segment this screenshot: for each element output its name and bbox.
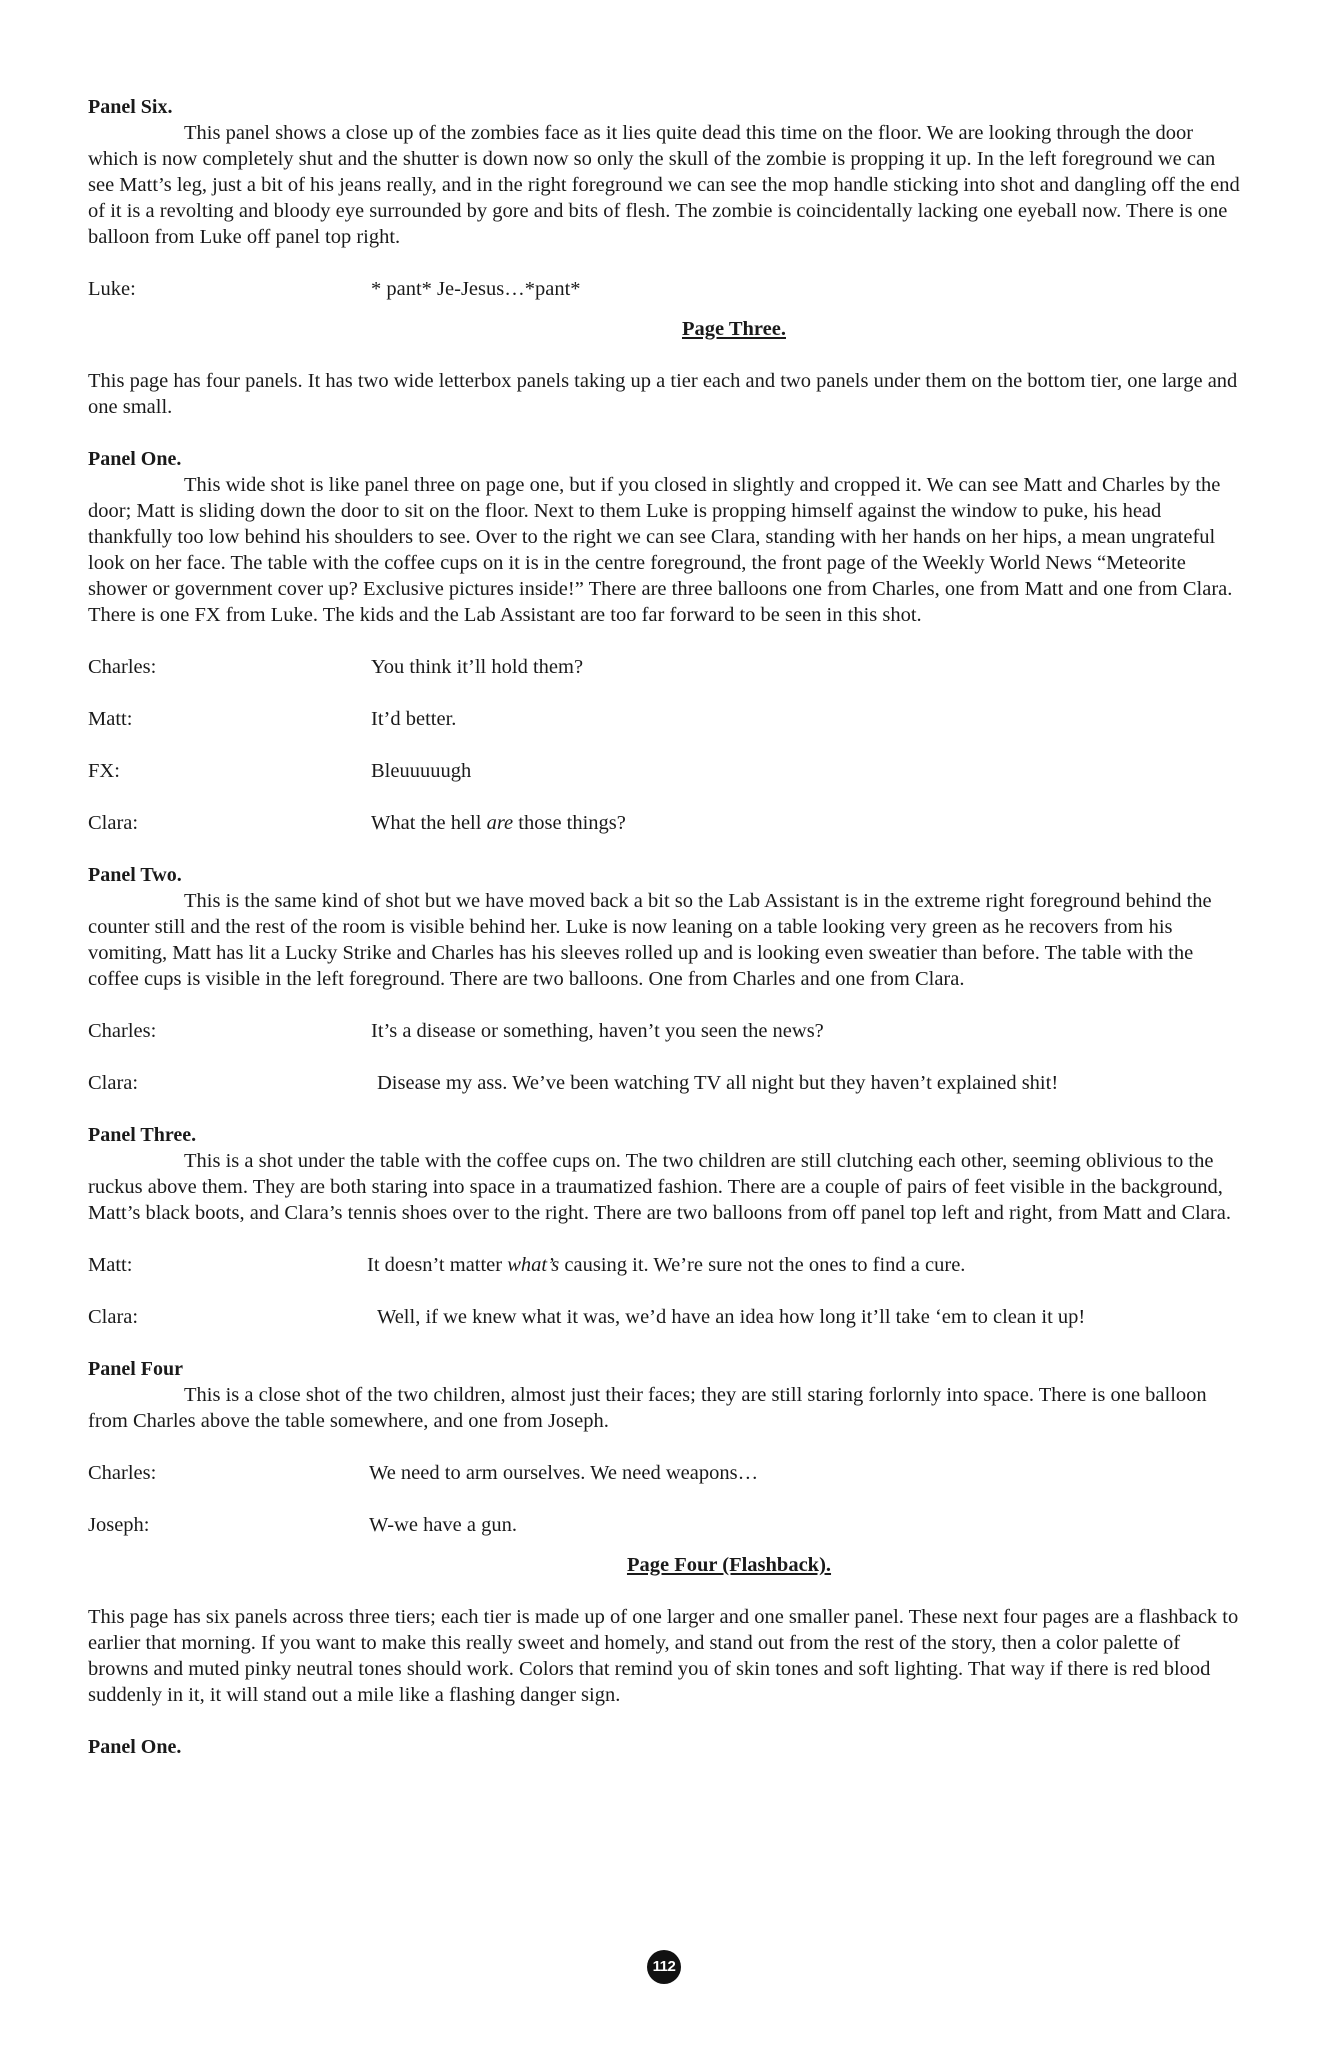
- panel-description: This panel shows a close up of the zombies face as it lies quite dead this time on the floor. We are looking through the door which is now completely shut and the shutter is down now so only the skull of the zombie is propping it up. In the left foreground we can see Matt’s leg, just a bit of his jeans really, and in the right foreground we can see the mop handle sticking into shot and dangling off the end of it is a revolting and bloody eye surrounded by gore and bits of flesh. The zombie is coincidentally lacking one eyeball now. There is one balloon from Luke off panel top right.: [88, 122, 1240, 248]
- page-title: Page Three.: [681, 318, 786, 340]
- dialogue-row: [88, 1018, 1240, 1044]
- script-page: [88, 94, 1240, 1760]
- panel-heading: Panel One.: [88, 448, 182, 470]
- dialogue-row: [88, 276, 1240, 302]
- panel-description: This is the same kind of shot but we have moved back a bit so the Lab Assistant is in the extreme right foreground behind the counter still and the rest of the room is visible behind her. Luke is now leaning on a table looking very green as he recovers from his vomiting, Matt has lit a Lucky Strike and Charles has his sleeves rolled up and is looking even sweatier than before. The table with the coffee cups is visible in the left foreground. There are two balloons. One from Charles and one from Clara.: [88, 890, 1212, 990]
- speaker-name: Charles:: [88, 656, 157, 678]
- panel-heading: Panel One.: [88, 1736, 182, 1758]
- dialogue-row: [88, 1252, 1240, 1278]
- dialogue-line: It’d better.: [371, 708, 457, 730]
- panel-heading: Panel Three.: [88, 1124, 197, 1146]
- panel-heading: Panel Six.: [88, 96, 173, 118]
- dialogue-line: Well, if we knew what it was, we’d have an idea how long it’ll take ‘em to clean it up!: [377, 1306, 1086, 1328]
- dialogue-row: [88, 1304, 1240, 1330]
- page-intro: This page has four panels. It has two wide letterbox panels taking up a tier each and two panels under them on the bottom tier, one large and one small.: [88, 370, 1238, 418]
- dialogue-line: * pant* Je-Jesus…*pant*: [371, 278, 581, 300]
- panel-heading: Panel Four: [88, 1358, 183, 1380]
- dialogue-line: What the hell are those things?: [371, 812, 626, 834]
- dialogue-row: [88, 1512, 1240, 1538]
- speaker-name: Clara:: [88, 1072, 139, 1094]
- speaker-name: Joseph:: [88, 1514, 150, 1536]
- dialogue-line: Bleuuuuugh: [371, 760, 472, 782]
- page-title: Page Four (Flashback).: [626, 1554, 832, 1576]
- dialogue-line: You think it’ll hold them?: [371, 656, 584, 678]
- panel-description: This is a shot under the table with the coffee cups on. The two children are still clutching each other, seeming oblivious to the ruckus above them. They are both staring into space in a traumatized fashion. There are a couple of pairs of feet visible in the background, Matt’s black boots, and Clara’s tennis shoes over to the right. There are two balloons from off panel top left and right, from Matt and Clara.: [88, 1150, 1231, 1224]
- panel-heading: Panel Two.: [88, 864, 182, 886]
- dialogue-line: We need to arm ourselves. We need weapons…: [369, 1462, 759, 1484]
- page-number-badge: 112: [647, 1950, 681, 1984]
- speaker-name: Luke:: [88, 278, 136, 300]
- dialogue-line: It’s a disease or something, haven’t you seen the news?: [371, 1020, 824, 1042]
- dialogue-line: Disease my ass. We’ve been watching TV all night but they haven’t explained shit!: [377, 1072, 1059, 1094]
- dialogue-line: It doesn’t matter what’s causing it. We’re sure not the ones to find a cure.: [367, 1254, 966, 1276]
- dialogue-row: [88, 810, 1240, 836]
- dialogue-row: [88, 1460, 1240, 1486]
- dialogue-row: [88, 1070, 1240, 1096]
- dialogue-row: [88, 758, 1240, 784]
- speaker-name: Matt:: [88, 1254, 133, 1276]
- speaker-name: Clara:: [88, 1306, 139, 1328]
- page-intro: This page has six panels across three tiers; each tier is made up of one larger and one smaller panel. These next four pages are a flashback to earlier that morning. If you want to make this really sweet and homely, and stand out from the rest of the story, then a color palette of browns and muted pinky neutral tones should work. Colors that remind you of skin tones and soft lighting. That way if there is red blood suddenly in it, it will stand out a mile like a flashing danger sign.: [88, 1606, 1239, 1706]
- dialogue-line: W-we have a gun.: [369, 1514, 517, 1536]
- panel-description: This wide shot is like panel three on page one, but if you closed in slightly and cropped it. We can see Matt and Charles by the door; Matt is sliding down the door to sit on the floor. Next to them Luke is propping himself against the window to puke, his head thankfully too low behind his shoulders to see. Over to the right we can see Clara, standing with her hands on her hips, a mean ungrateful look on her face. The table with the coffee cups on it is in the centre foreground, the front page of the Weekly World News “Meteorite shower or government cover up? Exclusive pictures inside!” There are three balloons one from Charles, one from Matt and one from Clara. There is one FX from Luke. The kids and the Lab Assistant are too far forward to be seen in this shot.: [88, 474, 1233, 626]
- dialogue-row: [88, 706, 1240, 732]
- speaker-name: Charles:: [88, 1462, 157, 1484]
- speaker-name: FX:: [88, 760, 120, 782]
- panel-description: This is a close shot of the two children, almost just their faces; they are still staring forlornly into space. There is one balloon from Charles above the table somewhere, and one from Joseph.: [88, 1384, 1207, 1432]
- speaker-name: Clara:: [88, 812, 139, 834]
- dialogue-row: [88, 654, 1240, 680]
- speaker-name: Charles:: [88, 1020, 157, 1042]
- speaker-name: Matt:: [88, 708, 133, 730]
